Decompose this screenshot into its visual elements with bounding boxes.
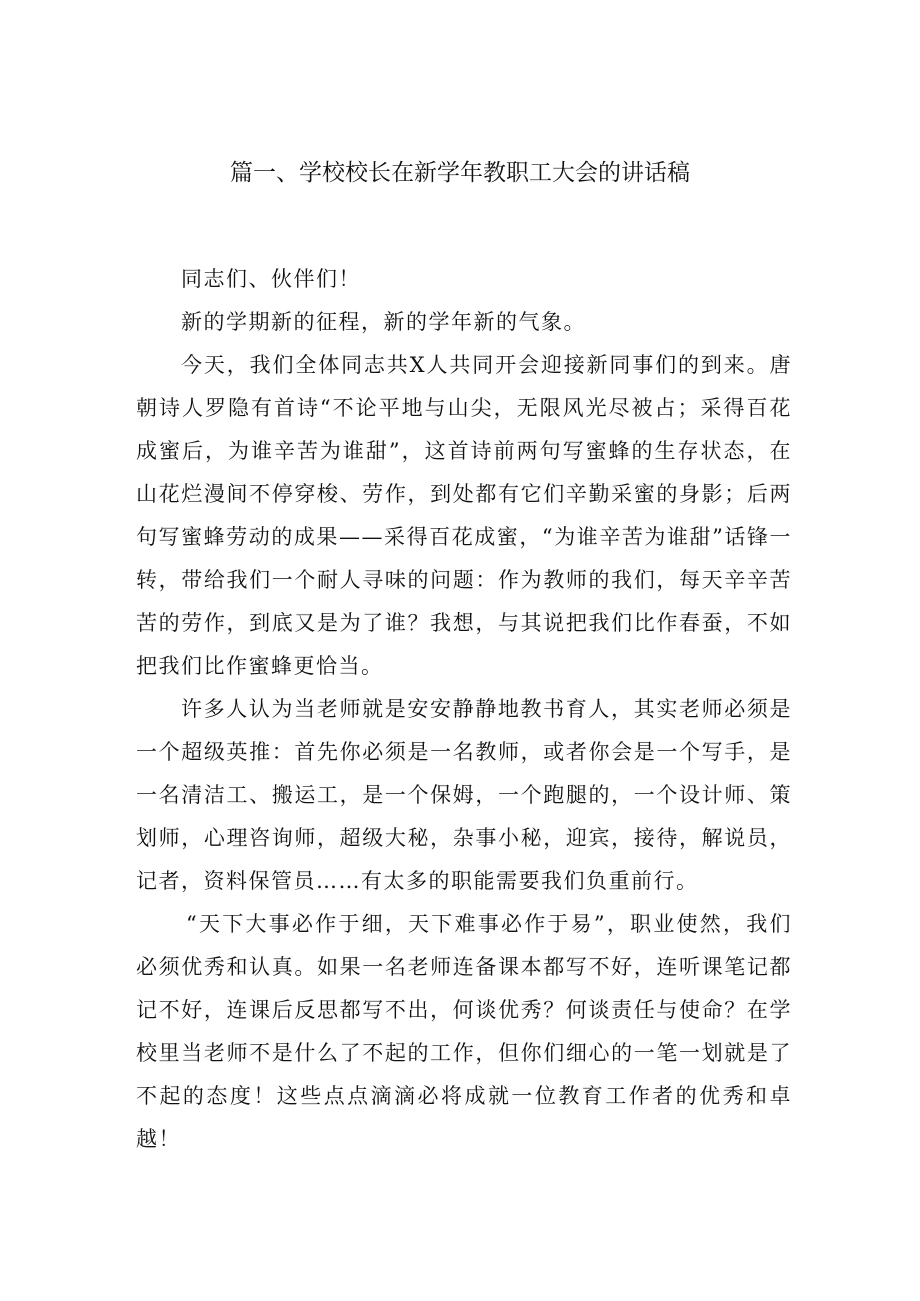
body-paragraph-2: 许多人认为当老师就是安安静静地教书育人，其实老师必须是一个超级英推：首先你必须是一名教师，或者你会是一个写手，是一名清洁工、搬运工，是一个保姆，一个跑腿的，一个设计师、策划师，心理咨询师，超级大秘，杂事小秘，迎宾，接待，解说员，记者，资料保管员……有太多的职能需要我们负重前行。 [136,697,792,893]
body-paragraph-3: “天下大事必作于细，天下难事必作于易”，职业使然，我们必须优秀和认真。如果一名老师连备课本都写不好，连听课笔记都记不好，连课后反思都写不出，何谈优秀？何谈责任与使命？在学校里当老师不是什么了不起的工作，但你们细心的一笔一划就是了不起的态度！这些点点滴滴必将成就一位教育工作者的优秀和卓越！ [136,912,792,1151]
greeting-paragraph: 同志们、伙伴们！ [181,267,361,291]
document-title: 篇一、学校校长在新学年教职工大会的讲话稿 [230,160,690,186]
body-paragraph-1: 今天，我们全体同志共X人共同开会迎接新同事们的到来。唐朝诗人罗隐有首诗“不论平地与山尖，无限风光尽被占；采得百花成蜜后，为谁辛苦为谁甜”，这首诗前两句写蜜蜂的生存状态，在山花烂漫间不停穿梭、劳作，到处都有它们辛勤采蜜的身影；后两句写蜜蜂劳动的成果——采得百花成蜜，“为谁辛苦为谁甜”话锋一转，带给我们一个耐人寻味的问题：作为教师的我们，每天辛辛苦苦的劳作，到底又是为了谁？我想，与其说把我们比作春蚕，不如把我们比作蜜蜂更恰当。 [136,353,792,678]
opening-paragraph: 新的学期新的征程，新的学年新的气象。 [181,310,586,334]
document-body [136,258,792,1161]
